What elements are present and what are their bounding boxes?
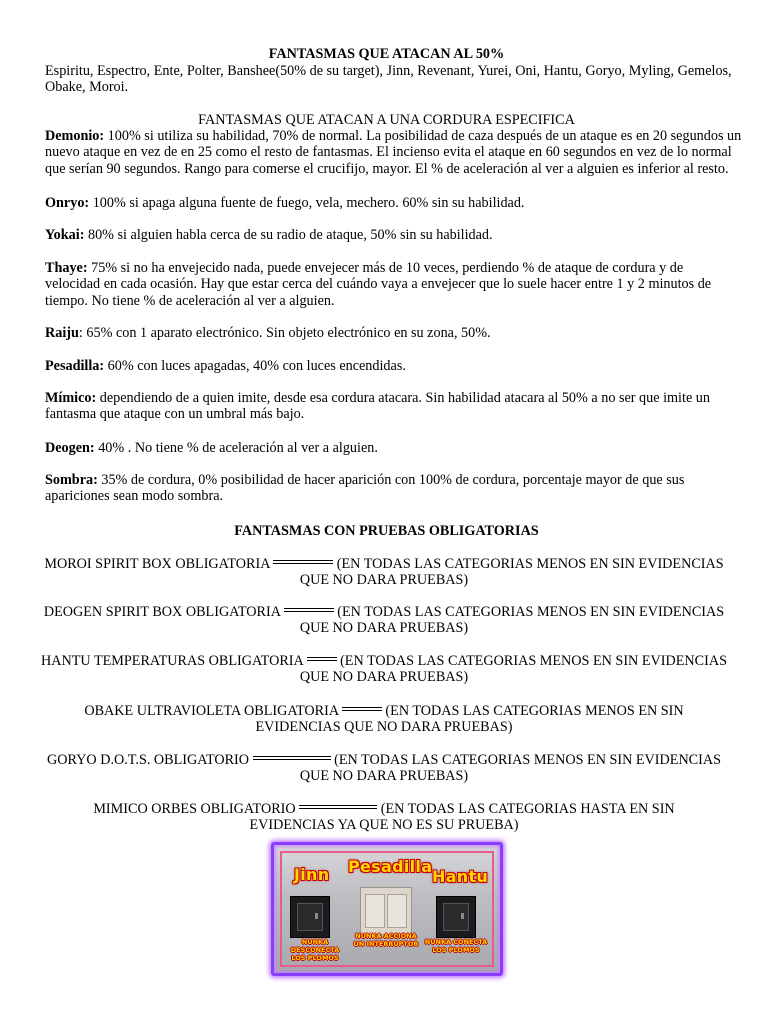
entry-text: 35% de cordura, 0% posibilidad de hacer aparición con 100% de cordura, porcentaje mayor de que sus [97, 472, 685, 488]
rule-text: (EN TODAS LAS CATEGORIAS MENOS EN SIN EVIDENCIAS [330, 752, 722, 768]
rule-text: GORYO D.O.T.S. OBLIGATORIO [46, 752, 253, 768]
entry-name: Raiju [45, 325, 79, 341]
entry-onryo [45, 195, 728, 211]
entry-text: apariciones sean modo sombra. [45, 488, 224, 505]
ghost-label-pesadilla: Pesadilla [348, 857, 433, 876]
rule-text: (EN TODAS LAS CATEGORIAS HASTA EN SIN [377, 801, 675, 817]
fuse-box-icon [290, 896, 330, 938]
rule-text: (EN TODAS LAS CATEGORIAS MENOS EN SIN [381, 703, 684, 719]
caption-jinn [284, 938, 346, 962]
caption-line: NUNKA CONECTA [424, 938, 488, 946]
rule-text: QUE NO DARA PRUEBAS) [299, 669, 469, 686]
section-title-attack-50: FANTASMAS QUE ATACAN AL 50% [268, 46, 505, 62]
entry-text: 75% si no ha envejecido nada, puede envejecer más de 10 veces, perdiendo % de ataque de cordura y de [87, 260, 684, 276]
rule-goryo [40, 752, 728, 785]
rule-text: HANTU TEMPERATURAS OBLIGATORIA [41, 653, 307, 669]
entry-text: : 65% con 1 aparato electrónico. Sin objeto electrónico en su zona, 50%. [78, 325, 491, 341]
entry-text: 100% si apaga alguna fuente de fuego, vela, mechero. 60% sin su habilidad. [89, 195, 525, 211]
caption-hantu [424, 938, 488, 954]
entry-name: Demonio: [45, 128, 105, 144]
ghost-label-jinn: Jinn [294, 865, 330, 884]
ghost-list-line-1: Espiritu, Espectro, Ente, Polter, Banshee(50% de su target), Jinn, Revenant, Yurei, Oni, Hantu, Goryo, Myling, Gemelos, [45, 63, 732, 79]
rule-text: MOROI SPIRIT BOX OBLIGATORIA [44, 556, 274, 572]
double-line-separator [307, 657, 337, 661]
section-title-specific-sanity: FANTASMAS QUE ATACAN A UNA CORDURA ESPECIFICA [198, 112, 575, 128]
double-line-separator [273, 560, 333, 564]
caption-line: NUNKA ACCIONA [355, 932, 417, 940]
entry-name: Pesadilla: [45, 358, 105, 374]
rule-hantu [40, 653, 728, 686]
light-switch-icon [360, 887, 412, 935]
entry-text: tiempo. No tiene % de aceleración al ver a alguien. [45, 292, 335, 309]
entry-demonio [45, 128, 742, 177]
caption-line: LOS PLOMOS [291, 954, 339, 962]
rule-text: EVIDENCIAS QUE NO DARA PRUEBAS) [255, 719, 513, 736]
rule-deogen [40, 604, 728, 637]
rule-mimico [40, 801, 728, 834]
rule-obake [40, 703, 728, 736]
entry-name: Yokai: [45, 227, 85, 243]
ghost-breaker-image [271, 842, 503, 976]
double-line-separator [253, 756, 331, 760]
entry-sombra [45, 472, 728, 505]
rule-text: QUE NO DARA PRUEBAS) [299, 768, 469, 785]
entry-text: fantasma que ataque con un umbral más bajo. [45, 406, 305, 423]
caption-pesadilla [350, 932, 422, 948]
double-line-separator [299, 805, 377, 809]
rule-text: MIMICO ORBES OBLIGATORIO [93, 801, 300, 817]
entry-text: 80% si alguien habla cerca de su radio de ataque, 50% sin su habilidad. [84, 227, 493, 243]
rule-text: (EN TODAS LAS CATEGORIAS MENOS EN SIN EVIDENCIAS [333, 604, 725, 620]
caption-line: NUNKA DESCONECTA [290, 938, 340, 954]
caption-line: UN INTERRUPTOR [353, 940, 419, 948]
entry-name: Sombra: [45, 472, 98, 488]
entry-pesadilla [45, 358, 728, 374]
entry-text: nuevo ataque en vez de en 25 como el resto de fantasmas. El incienso evita el ataque en 60 segundos en vez de lo normal [45, 144, 732, 161]
ghost-list-line-2: Obake, Moroi. [45, 79, 129, 95]
rule-text: QUE NO DARA PRUEBAS) [299, 620, 469, 637]
caption-line: LOS PLOMOS [432, 946, 480, 954]
entry-text: 40% . No tiene % de aceleración al ver a alguien. [94, 440, 378, 456]
ghost-label-hantu: Hantu [432, 867, 489, 886]
entry-deogen [45, 440, 728, 456]
rule-moroi [40, 556, 728, 589]
rule-text: OBAKE ULTRAVIOLETA OBLIGATORIA [84, 703, 342, 719]
rule-text: EVIDENCIAS YA QUE NO ES SU PRUEBA) [249, 817, 519, 834]
rule-text: DEOGEN SPIRIT BOX OBLIGATORIA [43, 604, 284, 620]
entry-raiju [45, 325, 728, 341]
entry-text: 60% con luces apagadas, 40% con luces encendidas. [104, 358, 406, 374]
rule-text: (EN TODAS LAS CATEGORIAS MENOS EN SIN EVIDENCIAS [333, 556, 724, 572]
entry-text: 100% si utiliza su habilidad, 70% de normal. La posibilidad de caza después de un ataque es en 20 segundos un [104, 128, 742, 144]
section-title-mandatory-evidence: FANTASMAS CON PRUEBAS OBLIGATORIAS [234, 523, 539, 539]
fuse-box-icon [436, 896, 476, 938]
entry-name: Thaye: [45, 260, 88, 276]
rule-text: (EN TODAS LAS CATEGORIAS MENOS EN SIN EVIDENCIAS [336, 653, 727, 669]
entry-name: Mímico: [45, 390, 97, 406]
entry-thaye [45, 260, 728, 309]
double-line-separator [342, 707, 382, 711]
entry-name: Deogen: [45, 440, 95, 456]
entry-name: Onryo: [45, 195, 90, 211]
double-line-separator [284, 608, 334, 612]
entry-yokai [45, 227, 728, 243]
entry-text: dependiendo de a quien imite, desde esa cordura atacara. Sin habilidad atacara al 50% a no ser que imite un [96, 390, 710, 406]
rule-text: QUE NO DARA PRUEBAS) [299, 572, 469, 589]
entry-mimico [45, 390, 728, 423]
entry-text: velocidad en cada ocasión. Hay que estar cerca del cuándo vaya a envejecer que lo suele hacer entre 1 y 2 minutos de [45, 276, 712, 293]
entry-text: que serían 90 segundos. Rango para comerse el crucifijo, mayor. El % de aceleración al ver a alguien es inferior al resto. [45, 160, 729, 177]
